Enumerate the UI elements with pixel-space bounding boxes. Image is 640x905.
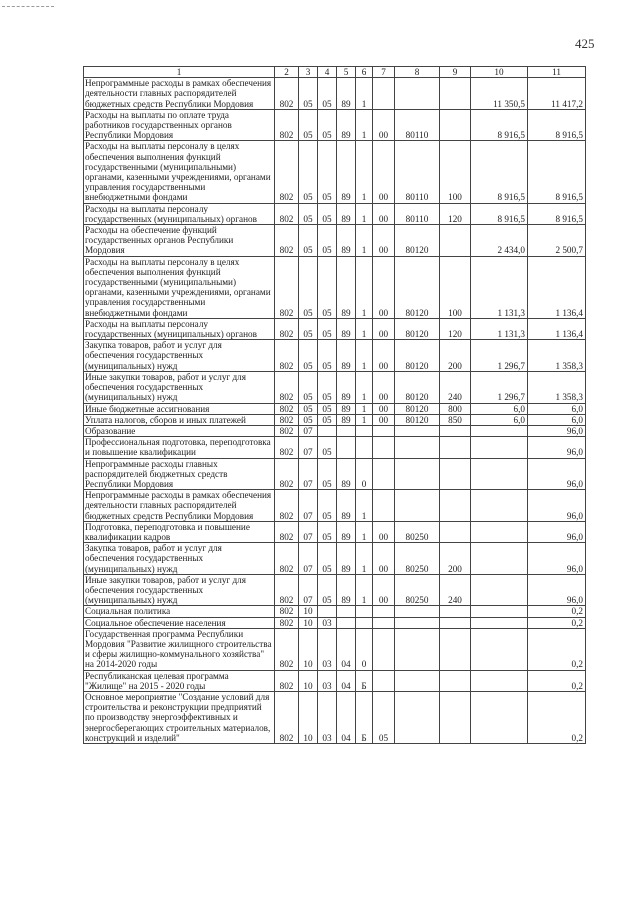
- row-value-year-2: 0,2: [528, 670, 586, 691]
- row-event-code: 00: [373, 203, 395, 224]
- row-subprogram-code: 1: [356, 256, 373, 318]
- row-section-code: 10: [299, 606, 318, 617]
- row-subprogram-code: 1: [356, 414, 373, 425]
- row-section-code: 07: [299, 437, 318, 458]
- row-subprogram-code: Б: [356, 691, 373, 743]
- row-direction-code: 80120: [395, 403, 440, 414]
- row-subprogram-code: [356, 617, 373, 628]
- row-expense-type: [440, 109, 471, 141]
- row-program-code: 89: [337, 574, 356, 606]
- row-program-code: 89: [337, 141, 356, 203]
- column-header: 4: [318, 67, 337, 78]
- row-event-code: 00: [373, 521, 395, 542]
- row-value-year-2: 0,2: [528, 606, 586, 617]
- row-value-year-2: 1 358,3: [528, 371, 586, 403]
- row-event-code: [373, 606, 395, 617]
- row-section-code: 05: [299, 109, 318, 141]
- row-value-year-1: 1 296,7: [471, 340, 528, 372]
- row-direction-code: 80110: [395, 203, 440, 224]
- row-subsection-code: [318, 606, 337, 617]
- row-program-code: 89: [337, 371, 356, 403]
- row-description: Расходы на выплаты персоналу в целях обеспечения выполнения функций государственными (муниципальными) органами, казенными учреждениями, органами управления государственными внебюджетными фондами: [84, 256, 275, 318]
- row-expense-type: [440, 670, 471, 691]
- row-expense-type: 100: [440, 256, 471, 318]
- column-header: 6: [356, 67, 373, 78]
- row-section-code: 05: [299, 340, 318, 372]
- row-value-year-2: 96,0: [528, 490, 586, 522]
- row-value-year-1: [471, 458, 528, 490]
- row-section-code: 05: [299, 256, 318, 318]
- row-value-year-2: 0,2: [528, 691, 586, 743]
- header-row: [84, 67, 586, 78]
- row-event-code: [373, 458, 395, 490]
- table-row: [84, 574, 586, 606]
- row-section-code: 05: [299, 225, 318, 257]
- table-row: [84, 141, 586, 203]
- row-subsection-code: 03: [318, 628, 337, 670]
- column-header: 5: [337, 67, 356, 78]
- row-value-year-2: 2 500,7: [528, 225, 586, 257]
- row-event-code: 05: [373, 691, 395, 743]
- row-direction-code: 80250: [395, 574, 440, 606]
- row-program-code: 89: [337, 458, 356, 490]
- row-admin-code: 802: [275, 225, 299, 257]
- table-row: [84, 670, 586, 691]
- row-expense-type: 240: [440, 371, 471, 403]
- row-program-code: 04: [337, 691, 356, 743]
- row-subsection-code: 03: [318, 691, 337, 743]
- row-value-year-1: 8 916,5: [471, 203, 528, 224]
- row-expense-type: [440, 425, 471, 436]
- row-description: Непрограммные расходы в рамках обеспечения деятельности главных распорядителей бюджетных средств Республики Мордовия: [84, 78, 275, 110]
- row-description: Непрограммные расходы главных распорядителей бюджетных средств Республики Мордовия: [84, 458, 275, 490]
- row-value-year-1: 1 296,7: [471, 371, 528, 403]
- table-row: [84, 256, 586, 318]
- row-direction-code: [395, 458, 440, 490]
- row-expense-type: 240: [440, 574, 471, 606]
- row-section-code: 07: [299, 458, 318, 490]
- row-admin-code: 802: [275, 521, 299, 542]
- row-event-code: [373, 617, 395, 628]
- row-value-year-1: [471, 543, 528, 575]
- row-value-year-2: 96,0: [528, 521, 586, 542]
- row-section-code: 10: [299, 691, 318, 743]
- row-description: Иные бюджетные ассигнования: [84, 403, 275, 414]
- row-description: Профессиональная подготовка, переподготовка и повышение квалификации: [84, 437, 275, 458]
- row-description: Иные закупки товаров, работ и услуг для обеспечения государственных (муниципальных) нужд: [84, 371, 275, 403]
- table-row: [84, 617, 586, 628]
- row-admin-code: 802: [275, 141, 299, 203]
- row-subsection-code: [318, 425, 337, 436]
- row-subsection-code: 03: [318, 617, 337, 628]
- row-section-code: 07: [299, 521, 318, 542]
- table-row: [84, 78, 586, 110]
- row-event-code: 00: [373, 256, 395, 318]
- row-value-year-1: 6,0: [471, 414, 528, 425]
- row-event-code: 00: [373, 543, 395, 575]
- row-admin-code: 802: [275, 371, 299, 403]
- row-admin-code: 802: [275, 318, 299, 339]
- row-subsection-code: 05: [318, 318, 337, 339]
- row-admin-code: 802: [275, 691, 299, 743]
- row-event-code: [373, 628, 395, 670]
- row-value-year-2: 1 136,4: [528, 256, 586, 318]
- row-expense-type: 200: [440, 543, 471, 575]
- row-event-code: [373, 425, 395, 436]
- row-value-year-2: 96,0: [528, 425, 586, 436]
- row-expense-type: [440, 78, 471, 110]
- row-value-year-1: [471, 574, 528, 606]
- row-program-code: 89: [337, 203, 356, 224]
- row-program-code: 89: [337, 340, 356, 372]
- row-direction-code: [395, 617, 440, 628]
- row-expense-type: 120: [440, 203, 471, 224]
- row-subprogram-code: 1: [356, 403, 373, 414]
- row-value-year-2: 1 136,4: [528, 318, 586, 339]
- row-description: Расходы на выплаты персоналу государственных (муниципальных) органов: [84, 318, 275, 339]
- row-subsection-code: 05: [318, 340, 337, 372]
- row-admin-code: 802: [275, 574, 299, 606]
- row-description: Социальное обеспечение населения: [84, 617, 275, 628]
- row-value-year-2: 8 916,5: [528, 141, 586, 203]
- row-expense-type: [440, 490, 471, 522]
- row-admin-code: 802: [275, 617, 299, 628]
- row-expense-type: 200: [440, 340, 471, 372]
- row-program-code: 89: [337, 78, 356, 110]
- row-description: Основное мероприятие "Создание условий для строительства и реконструкции предприятий по производству энергоэффективных и энергосберегающих строительных материалов, конструкций и изделий": [84, 691, 275, 743]
- row-value-year-1: [471, 628, 528, 670]
- row-subsection-code: 05: [318, 141, 337, 203]
- row-direction-code: 80250: [395, 521, 440, 542]
- row-admin-code: 802: [275, 606, 299, 617]
- row-program-code: [337, 606, 356, 617]
- row-admin-code: 802: [275, 543, 299, 575]
- row-subsection-code: 05: [318, 225, 337, 257]
- row-direction-code: [395, 425, 440, 436]
- row-description: Расходы на выплаты персоналу в целях обеспечения выполнения функций государственными (муниципальными) органами, казенными учреждениями, органами управления государственными внебюджетными фондами: [84, 141, 275, 203]
- row-program-code: 89: [337, 490, 356, 522]
- row-subsection-code: 05: [318, 458, 337, 490]
- row-value-year-2: 0,2: [528, 617, 586, 628]
- row-direction-code: 80120: [395, 318, 440, 339]
- row-section-code: 05: [299, 203, 318, 224]
- row-direction-code: [395, 490, 440, 522]
- corner-dash-mark: [2, 6, 54, 9]
- row-event-code: 00: [373, 225, 395, 257]
- row-subsection-code: 05: [318, 574, 337, 606]
- row-value-year-1: 11 350,5: [471, 78, 528, 110]
- row-direction-code: [395, 691, 440, 743]
- row-value-year-1: 1 131,3: [471, 256, 528, 318]
- row-subprogram-code: [356, 425, 373, 436]
- row-admin-code: 802: [275, 403, 299, 414]
- row-direction-code: 80250: [395, 543, 440, 575]
- table-row: [84, 543, 586, 575]
- table-row: [84, 225, 586, 257]
- row-section-code: 10: [299, 628, 318, 670]
- row-admin-code: 802: [275, 203, 299, 224]
- row-subsection-code: 05: [318, 256, 337, 318]
- row-expense-type: 800: [440, 403, 471, 414]
- row-event-code: 00: [373, 414, 395, 425]
- row-value-year-2: 1 358,3: [528, 340, 586, 372]
- column-header: 1: [84, 67, 275, 78]
- row-subprogram-code: 1: [356, 521, 373, 542]
- column-header: 3: [299, 67, 318, 78]
- row-subprogram-code: 1: [356, 225, 373, 257]
- row-subprogram-code: 1: [356, 318, 373, 339]
- page-number: 425: [575, 36, 595, 51]
- row-program-code: 89: [337, 521, 356, 542]
- row-expense-type: [440, 458, 471, 490]
- table-row: [84, 203, 586, 224]
- row-program-code: 04: [337, 670, 356, 691]
- row-subprogram-code: [356, 437, 373, 458]
- row-direction-code: 80120: [395, 414, 440, 425]
- row-admin-code: 802: [275, 340, 299, 372]
- row-event-code: 00: [373, 371, 395, 403]
- table-row: [84, 109, 586, 141]
- row-subprogram-code: 1: [356, 78, 373, 110]
- row-direction-code: 80120: [395, 256, 440, 318]
- row-description: Расходы на выплаты по оплате труда работников государственных органов Республики Мордовия: [84, 109, 275, 141]
- row-subsection-code: 05: [318, 521, 337, 542]
- row-description: Государственная программа Республики Мордовия "Развитие жилищного строительства и сферы жилищно-коммунального хозяйства" на 2014-2020 годы: [84, 628, 275, 670]
- row-admin-code: 802: [275, 425, 299, 436]
- table-row: [84, 403, 586, 414]
- row-event-code: 00: [373, 403, 395, 414]
- column-header: 7: [373, 67, 395, 78]
- row-admin-code: 802: [275, 490, 299, 522]
- row-value-year-2: 6,0: [528, 403, 586, 414]
- table-row: [84, 425, 586, 436]
- row-direction-code: [395, 670, 440, 691]
- row-expense-type: 850: [440, 414, 471, 425]
- row-subprogram-code: Б: [356, 670, 373, 691]
- row-expense-type: [440, 225, 471, 257]
- table-row: [84, 490, 586, 522]
- row-section-code: 10: [299, 617, 318, 628]
- row-value-year-2: 96,0: [528, 437, 586, 458]
- row-description: Республиканская целевая программа "Жилище" на 2015 - 2020 годы: [84, 670, 275, 691]
- row-value-year-2: 8 916,5: [528, 203, 586, 224]
- row-value-year-2: 96,0: [528, 574, 586, 606]
- table-row: [84, 628, 586, 670]
- row-program-code: 89: [337, 256, 356, 318]
- row-direction-code: [395, 78, 440, 110]
- row-subprogram-code: 1: [356, 109, 373, 141]
- row-admin-code: 802: [275, 458, 299, 490]
- row-value-year-1: [471, 437, 528, 458]
- row-description: Социальная политика: [84, 606, 275, 617]
- table-body: [84, 67, 586, 744]
- row-subprogram-code: 1: [356, 371, 373, 403]
- row-subsection-code: 05: [318, 203, 337, 224]
- row-description: Иные закупки товаров, работ и услуг для обеспечения государственных (муниципальных) нужд: [84, 574, 275, 606]
- row-description: Образование: [84, 425, 275, 436]
- row-description: Уплата налогов, сборов и иных платежей: [84, 414, 275, 425]
- row-program-code: 89: [337, 318, 356, 339]
- row-event-code: 00: [373, 109, 395, 141]
- row-expense-type: [440, 628, 471, 670]
- row-event-code: 00: [373, 574, 395, 606]
- row-subsection-code: 03: [318, 670, 337, 691]
- row-expense-type: 100: [440, 141, 471, 203]
- column-header: 9: [440, 67, 471, 78]
- row-admin-code: 802: [275, 414, 299, 425]
- row-subprogram-code: 1: [356, 543, 373, 575]
- row-admin-code: 802: [275, 78, 299, 110]
- row-program-code: 89: [337, 414, 356, 425]
- row-event-code: 00: [373, 141, 395, 203]
- row-value-year-2: 11 417,2: [528, 78, 586, 110]
- row-subprogram-code: 1: [356, 574, 373, 606]
- row-subprogram-code: [356, 606, 373, 617]
- row-section-code: 07: [299, 543, 318, 575]
- row-description: Подготовка, переподготовка и повышение квалификации кадров: [84, 521, 275, 542]
- row-event-code: 00: [373, 318, 395, 339]
- row-subsection-code: 05: [318, 78, 337, 110]
- row-subsection-code: 05: [318, 414, 337, 425]
- row-event-code: [373, 670, 395, 691]
- row-section-code: 05: [299, 371, 318, 403]
- row-value-year-2: 0,2: [528, 628, 586, 670]
- row-description: Расходы на обеспечение функций государственных органов Республики Мордовия: [84, 225, 275, 257]
- row-value-year-2: 96,0: [528, 543, 586, 575]
- row-subprogram-code: 0: [356, 458, 373, 490]
- row-value-year-1: [471, 490, 528, 522]
- row-value-year-2: 8 916,5: [528, 109, 586, 141]
- row-value-year-1: 8 916,5: [471, 141, 528, 203]
- row-subprogram-code: 1: [356, 203, 373, 224]
- row-value-year-1: [471, 606, 528, 617]
- row-admin-code: 802: [275, 256, 299, 318]
- table-row: [84, 371, 586, 403]
- row-subsection-code: 05: [318, 437, 337, 458]
- row-event-code: [373, 78, 395, 110]
- row-section-code: 05: [299, 78, 318, 110]
- column-header: 2: [275, 67, 299, 78]
- row-expense-type: [440, 437, 471, 458]
- row-description: Расходы на выплаты персоналу государственных (муниципальных) органов: [84, 203, 275, 224]
- table-row: [84, 521, 586, 542]
- row-subprogram-code: 1: [356, 490, 373, 522]
- column-header: 11: [528, 67, 586, 78]
- row-expense-type: [440, 691, 471, 743]
- row-direction-code: [395, 606, 440, 617]
- row-expense-type: [440, 521, 471, 542]
- row-value-year-2: 96,0: [528, 458, 586, 490]
- row-section-code: 05: [299, 318, 318, 339]
- row-description: Закупка товаров, работ и услуг для обеспечения государственных (муниципальных) нужд: [84, 340, 275, 372]
- row-value-year-1: 8 916,5: [471, 109, 528, 141]
- row-value-year-1: [471, 670, 528, 691]
- row-program-code: [337, 437, 356, 458]
- row-program-code: 04: [337, 628, 356, 670]
- row-direction-code: 80110: [395, 109, 440, 141]
- row-value-year-1: 1 131,3: [471, 318, 528, 339]
- row-value-year-1: 2 434,0: [471, 225, 528, 257]
- row-section-code: 05: [299, 141, 318, 203]
- row-admin-code: 802: [275, 670, 299, 691]
- column-header: 8: [395, 67, 440, 78]
- row-subprogram-code: 1: [356, 340, 373, 372]
- row-value-year-2: 6,0: [528, 414, 586, 425]
- row-section-code: 07: [299, 574, 318, 606]
- table-row: [84, 414, 586, 425]
- table-row: [84, 340, 586, 372]
- row-section-code: 05: [299, 403, 318, 414]
- row-value-year-1: [471, 425, 528, 436]
- row-direction-code: 80120: [395, 225, 440, 257]
- row-expense-type: [440, 617, 471, 628]
- row-subprogram-code: 0: [356, 628, 373, 670]
- row-program-code: 89: [337, 403, 356, 414]
- row-section-code: 05: [299, 414, 318, 425]
- table-row: [84, 691, 586, 743]
- row-direction-code: [395, 437, 440, 458]
- table-row: [84, 458, 586, 490]
- row-description: Закупка товаров, работ и услуг для обеспечения государственных (муниципальных) нужд: [84, 543, 275, 575]
- row-program-code: 89: [337, 109, 356, 141]
- row-section-code: 07: [299, 425, 318, 436]
- row-event-code: [373, 490, 395, 522]
- row-subsection-code: 05: [318, 109, 337, 141]
- row-admin-code: 802: [275, 437, 299, 458]
- row-program-code: 89: [337, 225, 356, 257]
- row-expense-type: 120: [440, 318, 471, 339]
- table-row: [84, 437, 586, 458]
- row-program-code: [337, 425, 356, 436]
- row-value-year-1: [471, 521, 528, 542]
- row-description: Непрограммные расходы в рамках обеспечения деятельности главных распорядителей бюджетных средств Республики Мордовия: [84, 490, 275, 522]
- row-program-code: [337, 617, 356, 628]
- row-expense-type: [440, 606, 471, 617]
- row-direction-code: 80110: [395, 141, 440, 203]
- row-section-code: 10: [299, 670, 318, 691]
- row-value-year-1: 6,0: [471, 403, 528, 414]
- budget-table: [83, 66, 586, 744]
- row-value-year-1: [471, 691, 528, 743]
- table-row: [84, 606, 586, 617]
- row-subsection-code: 05: [318, 490, 337, 522]
- column-header: 10: [471, 67, 528, 78]
- table-row: [84, 318, 586, 339]
- row-admin-code: 802: [275, 109, 299, 141]
- row-admin-code: 802: [275, 628, 299, 670]
- row-subsection-code: 05: [318, 371, 337, 403]
- row-direction-code: 80120: [395, 371, 440, 403]
- row-subsection-code: 05: [318, 543, 337, 575]
- row-direction-code: [395, 628, 440, 670]
- row-direction-code: 80120: [395, 340, 440, 372]
- row-event-code: 00: [373, 340, 395, 372]
- row-subprogram-code: 1: [356, 141, 373, 203]
- row-value-year-1: [471, 617, 528, 628]
- row-event-code: [373, 437, 395, 458]
- row-program-code: 89: [337, 543, 356, 575]
- row-section-code: 07: [299, 490, 318, 522]
- row-subsection-code: 05: [318, 403, 337, 414]
